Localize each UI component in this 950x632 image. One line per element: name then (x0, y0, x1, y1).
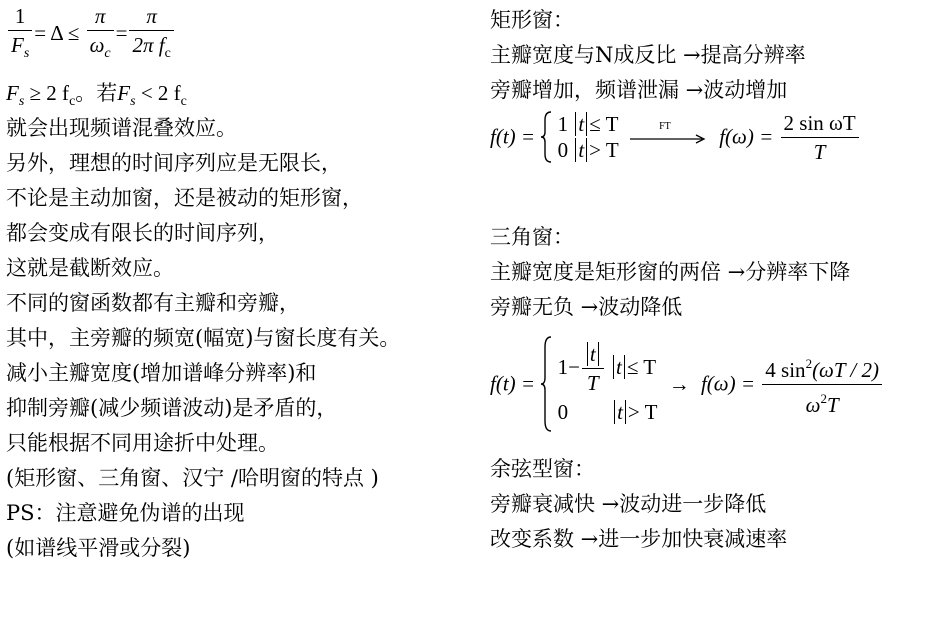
cos-window-title: 余弦型窗： (490, 457, 595, 481)
rect-window-formula: f(t) = 1 t ≤ T 0 t > T FT f(ω) = $\frac{\text{2 sin ωT}}{T}$ (490, 110, 861, 164)
nyquist-condition: $F_s \ge 2$ $f_c$。若$F_s < 2$ $f_c$ (6, 81, 187, 109)
rect-spectrum-fraction: $\frac{\text{2 sin ωT}}{T}$ (781, 111, 859, 164)
text-line: 不论是主动加窗，还是被动的矩形窗， (6, 186, 363, 210)
left-brace-icon (540, 335, 552, 433)
cos-window-point-2: 改变系数 →进一步加快衰减速率 (490, 527, 788, 551)
sampling-formula: $\frac{1}{F_s}$ = Δ ≤ $\frac{\pi}{\omega_c}$ = $\frac{\pi}{2\pi f_c}$ (6, 4, 176, 66)
text-line: 减小主瓣宽度(增加谱峰分辨率)和 (6, 361, 317, 385)
tri-window-formula: f(t) = 1− $\frac{t}{T}$ t ≤ T 0 t > T → f(ω) = $\frac{4 \sin^2(\omega T / 2)}{\omega^2T}$ (490, 335, 884, 433)
fourier-transform-arrow-icon: FT (630, 125, 708, 149)
text-line: 抑制旁瓣(减少频谱波动)是矛盾的， (6, 396, 338, 420)
tri-spectrum-fraction: $\frac{4 \sin^2(\omega T / 2)}{\omega^2T}$ (762, 352, 882, 417)
text-line: 都会变成有限长的时间序列， (6, 221, 279, 245)
text-line: 这就是截断效应。 (6, 256, 174, 280)
text-line: 不同的窗函数都有主瓣和旁瓣， (6, 291, 300, 315)
rect-window-title: 矩形窗： (490, 8, 574, 32)
tri-cases: 1− $\frac{t}{T}$ t ≤ T 0 t > T (557, 342, 658, 425)
rect-window-point-2: 旁瓣增加，频谱泄漏 →波动增加 (490, 78, 788, 102)
tri-window-point-2: 旁瓣无负 →波动降低 (490, 295, 683, 319)
tri-window-point-1: 主瓣宽度是矩形窗的两倍 →分辨率下降 (490, 260, 851, 284)
rect-window-point-1: 主瓣宽度与N成反比 →提高分辨率 (490, 43, 806, 67)
fraction-pi-over-2pifc: $\frac{\pi}{2\pi f_c}$ (129, 4, 173, 66)
text-line: (如谱线平滑或分裂) (6, 536, 191, 560)
tri-window-title: 三角窗： (490, 225, 574, 249)
left-brace-icon (540, 110, 552, 164)
cos-window-point-1: 旁瓣衰减快 →波动进一步降低 (490, 492, 767, 516)
text-line: 另外，理想的时间序列应是无限长， (6, 151, 342, 175)
arrow-icon: → (668, 371, 690, 396)
text-line: PS：注意避免伪谱的出现 (6, 501, 245, 525)
fraction-pi-over-omega: $\frac{\pi}{\omega_c}$ (87, 4, 114, 66)
text-line: (矩形窗、三角窗、汉宁 /哈明窗的特点 ) (6, 466, 379, 490)
text-line: 其中，主旁瓣的频宽(幅宽)与窗长度有关。 (6, 326, 401, 350)
text-line: 就会出现频谱混叠效应。 (6, 116, 237, 140)
rect-cases: 1 t ≤ T 0 t > T (557, 112, 619, 162)
fraction-1-over-fs: $\frac{1}{F_s}$ (8, 4, 32, 66)
text-line: 只能根据不同用途折中处理。 (6, 431, 279, 455)
